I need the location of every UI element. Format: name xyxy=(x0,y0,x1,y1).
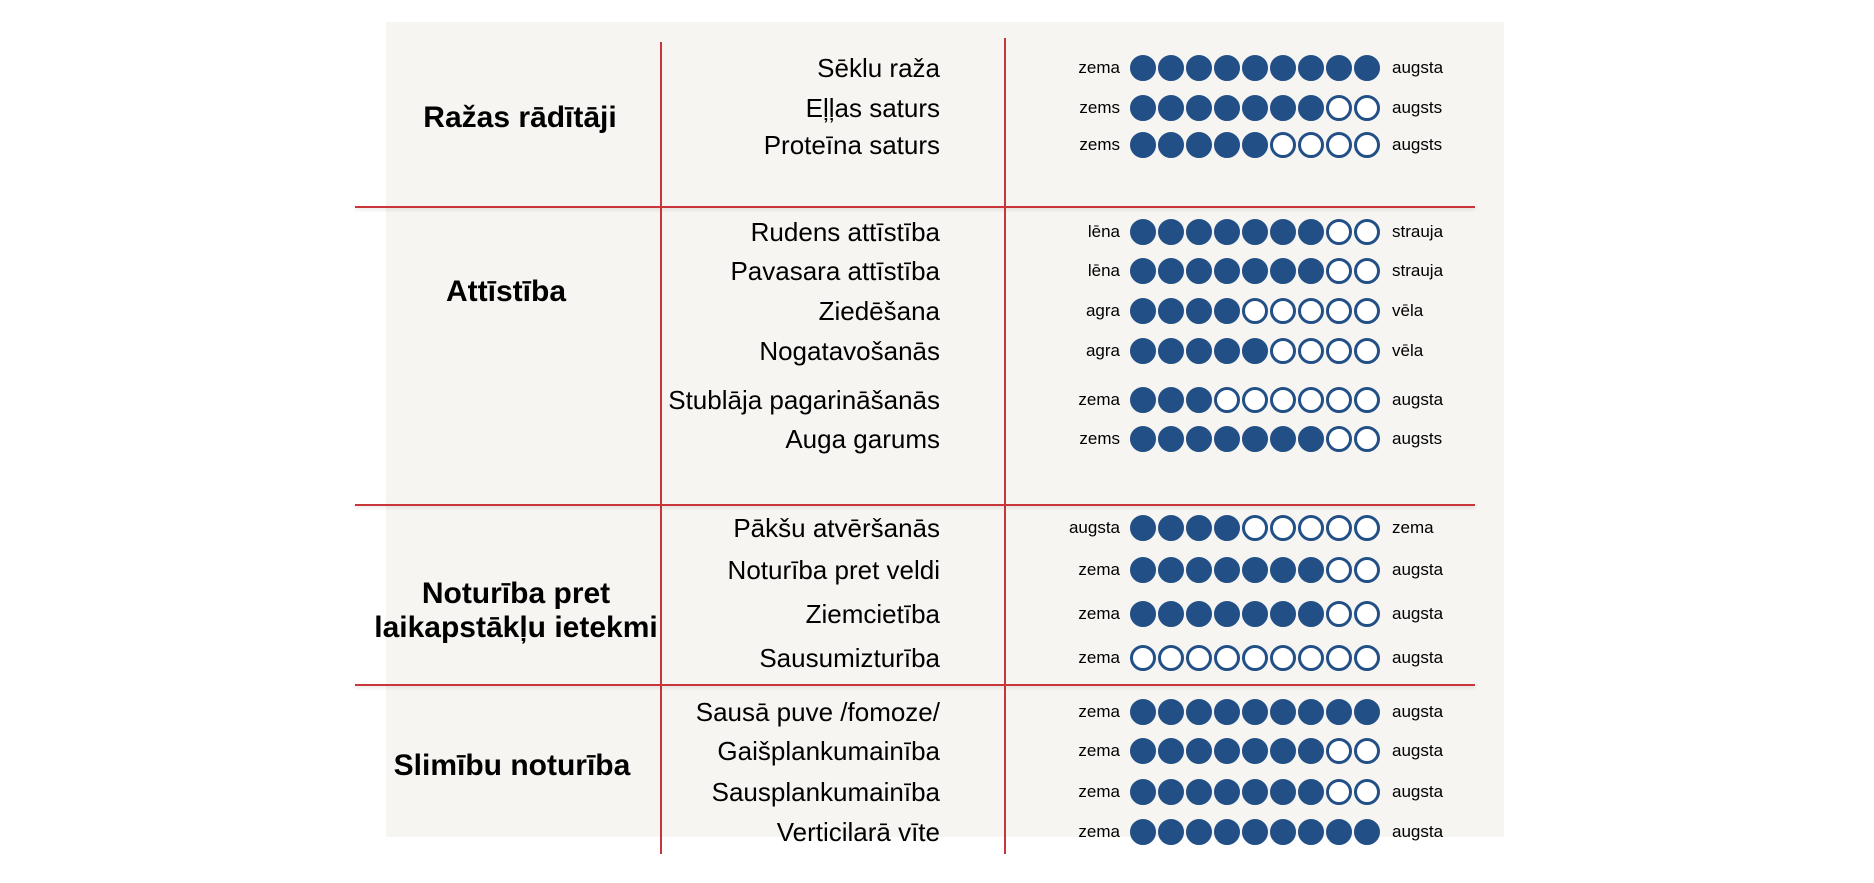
scale-high-label: augsts xyxy=(1392,135,1443,154)
scale-high-label: strauja xyxy=(1392,261,1444,280)
filled-dot xyxy=(1242,258,1268,284)
scale-low-label: lēna xyxy=(1087,261,1120,280)
rating-dots xyxy=(1130,819,1380,845)
category-label-weather-resistance: Noturība pret laikapstākļu ietekmi xyxy=(374,577,658,644)
empty-dot xyxy=(1242,298,1268,324)
filled-dot xyxy=(1214,738,1240,764)
trait-name: Gaišplankumainība xyxy=(717,736,940,766)
empty-dot xyxy=(1354,298,1380,324)
filled-dot xyxy=(1298,819,1324,845)
rating-dots xyxy=(1130,338,1380,364)
trait-row xyxy=(0,419,1874,459)
filled-dot xyxy=(1186,132,1212,158)
filled-dot xyxy=(1270,55,1296,81)
filled-dot xyxy=(1158,779,1184,805)
empty-dot xyxy=(1326,645,1352,671)
filled-dot xyxy=(1130,298,1156,324)
scale-high-label: augsta xyxy=(1392,702,1444,721)
filled-dot xyxy=(1158,219,1184,245)
empty-dot xyxy=(1326,515,1352,541)
rating-dots xyxy=(1130,515,1380,541)
trait-name: Noturība pret veldi xyxy=(727,555,940,585)
scale-low-label: zems xyxy=(1079,135,1120,154)
empty-dot xyxy=(1354,645,1380,671)
filled-dot xyxy=(1326,55,1352,81)
empty-dot xyxy=(1326,95,1352,121)
filled-dot xyxy=(1242,699,1268,725)
scale-high-label: augsta xyxy=(1392,58,1444,77)
filled-dot xyxy=(1270,819,1296,845)
trait-row xyxy=(0,812,1874,852)
filled-dot xyxy=(1186,515,1212,541)
filled-dot xyxy=(1158,515,1184,541)
empty-dot xyxy=(1270,645,1296,671)
filled-dot xyxy=(1130,95,1156,121)
rating-dots xyxy=(1130,298,1380,324)
scale-high-label: vēla xyxy=(1392,301,1424,320)
scale-low-label: zema xyxy=(1078,702,1120,721)
filled-dot xyxy=(1298,55,1324,81)
filled-dot xyxy=(1270,779,1296,805)
filled-dot xyxy=(1130,738,1156,764)
scale-high-label: strauja xyxy=(1392,222,1444,241)
rating-dots xyxy=(1130,95,1380,121)
filled-dot xyxy=(1186,95,1212,121)
empty-dot xyxy=(1214,645,1240,671)
empty-dot xyxy=(1326,601,1352,627)
scale-high-label: augsts xyxy=(1392,429,1443,448)
scale-low-label: agra xyxy=(1085,301,1120,320)
filled-dot xyxy=(1158,387,1184,413)
filled-dot xyxy=(1270,95,1296,121)
empty-dot xyxy=(1326,258,1352,284)
filled-dot xyxy=(1214,132,1240,158)
filled-dot xyxy=(1186,55,1212,81)
scale-high-label: augsta xyxy=(1392,604,1444,623)
filled-dot xyxy=(1186,258,1212,284)
filled-dot xyxy=(1186,557,1212,583)
empty-dot xyxy=(1326,132,1352,158)
filled-dot xyxy=(1130,515,1156,541)
scale-high-label: augsta xyxy=(1392,741,1444,760)
empty-dot xyxy=(1326,387,1352,413)
filled-dot xyxy=(1298,779,1324,805)
filled-dot xyxy=(1242,55,1268,81)
empty-dot xyxy=(1298,132,1324,158)
filled-dot xyxy=(1158,258,1184,284)
filled-dot xyxy=(1158,95,1184,121)
scale-low-label: zema xyxy=(1078,648,1120,667)
empty-dot xyxy=(1298,298,1324,324)
filled-dot xyxy=(1186,699,1212,725)
scale-low-label: zema xyxy=(1078,58,1120,77)
filled-dot xyxy=(1242,601,1268,627)
filled-dot xyxy=(1242,819,1268,845)
filled-dot xyxy=(1130,601,1156,627)
scale-low-label: zema xyxy=(1078,741,1120,760)
scale-low-label: zema xyxy=(1078,782,1120,801)
filled-dot xyxy=(1214,426,1240,452)
empty-dot xyxy=(1242,387,1268,413)
scale-high-label: augsts xyxy=(1392,98,1443,117)
scale-low-label: zema xyxy=(1078,604,1120,623)
empty-dot xyxy=(1158,645,1184,671)
empty-dot xyxy=(1298,338,1324,364)
empty-dot xyxy=(1326,298,1352,324)
filled-dot xyxy=(1186,601,1212,627)
empty-dot xyxy=(1326,338,1352,364)
filled-dot xyxy=(1242,132,1268,158)
filled-dot xyxy=(1158,338,1184,364)
empty-dot xyxy=(1270,515,1296,541)
scale-high-label: zema xyxy=(1392,518,1434,537)
scale-high-label: augsta xyxy=(1392,390,1444,409)
trait-row xyxy=(0,88,1874,128)
filled-dot xyxy=(1354,55,1380,81)
scale-high-label: vēla xyxy=(1392,341,1424,360)
rating-dots xyxy=(1130,738,1380,764)
trait-row xyxy=(0,638,1874,678)
filled-dot xyxy=(1326,819,1352,845)
filled-dot xyxy=(1158,426,1184,452)
category-label-development: Attīstība xyxy=(446,275,566,308)
empty-dot xyxy=(1354,258,1380,284)
empty-dot xyxy=(1354,338,1380,364)
filled-dot xyxy=(1298,258,1324,284)
empty-dot xyxy=(1354,387,1380,413)
filled-dot xyxy=(1130,819,1156,845)
trait-name: Ziedēšana xyxy=(818,296,940,326)
filled-dot xyxy=(1186,298,1212,324)
filled-dot xyxy=(1186,387,1212,413)
trait-name: Auga garums xyxy=(785,424,940,454)
trait-row xyxy=(0,48,1874,88)
filled-dot xyxy=(1214,298,1240,324)
rating-dots xyxy=(1130,387,1380,413)
trait-name: Nogatavošanās xyxy=(759,336,940,366)
trait-row xyxy=(0,125,1874,165)
trait-name: Proteīna saturs xyxy=(763,130,940,160)
filled-dot xyxy=(1214,601,1240,627)
filled-dot xyxy=(1158,132,1184,158)
empty-dot xyxy=(1326,738,1352,764)
filled-dot xyxy=(1270,738,1296,764)
filled-dot xyxy=(1242,338,1268,364)
filled-dot xyxy=(1270,699,1296,725)
filled-dot xyxy=(1130,338,1156,364)
trait-row xyxy=(0,212,1874,252)
filled-dot xyxy=(1158,557,1184,583)
filled-dot xyxy=(1298,426,1324,452)
filled-dot xyxy=(1298,699,1324,725)
empty-dot xyxy=(1270,298,1296,324)
filled-dot xyxy=(1214,515,1240,541)
filled-dot xyxy=(1242,779,1268,805)
filled-dot xyxy=(1130,55,1156,81)
filled-dot xyxy=(1186,738,1212,764)
filled-dot xyxy=(1214,95,1240,121)
trait-row xyxy=(0,508,1874,548)
rating-dots xyxy=(1130,601,1380,627)
filled-dot xyxy=(1214,219,1240,245)
filled-dot xyxy=(1186,779,1212,805)
empty-dot xyxy=(1270,387,1296,413)
trait-row xyxy=(0,550,1874,590)
category-label-yield: Ražas rādītāji xyxy=(423,101,617,134)
filled-dot xyxy=(1214,557,1240,583)
rating-dots xyxy=(1130,132,1380,158)
filled-dot xyxy=(1298,95,1324,121)
rating-dots xyxy=(1130,219,1380,245)
scale-low-label: zema xyxy=(1078,390,1120,409)
filled-dot xyxy=(1186,426,1212,452)
horizontal-divider-3 xyxy=(355,684,1475,686)
filled-dot xyxy=(1158,819,1184,845)
empty-dot xyxy=(1326,779,1352,805)
empty-dot xyxy=(1270,132,1296,158)
filled-dot xyxy=(1158,699,1184,725)
filled-dot xyxy=(1298,557,1324,583)
rating-dots xyxy=(1130,699,1380,725)
rating-dots xyxy=(1130,645,1380,671)
filled-dot xyxy=(1186,819,1212,845)
trait-name: Verticilarā vīte xyxy=(776,817,940,847)
filled-dot xyxy=(1158,738,1184,764)
filled-dot xyxy=(1130,258,1156,284)
trait-row xyxy=(0,291,1874,331)
filled-dot xyxy=(1214,258,1240,284)
empty-dot xyxy=(1354,426,1380,452)
filled-dot xyxy=(1298,601,1324,627)
filled-dot xyxy=(1158,55,1184,81)
trait-name: Rudens attīstība xyxy=(750,217,940,247)
filled-dot xyxy=(1158,298,1184,324)
horizontal-divider-2 xyxy=(355,504,1475,506)
empty-dot xyxy=(1270,338,1296,364)
filled-dot xyxy=(1242,426,1268,452)
filled-dot xyxy=(1214,779,1240,805)
filled-dot xyxy=(1130,779,1156,805)
scale-high-label: augsta xyxy=(1392,648,1444,667)
filled-dot xyxy=(1130,387,1156,413)
empty-dot xyxy=(1298,387,1324,413)
scale-high-label: augsta xyxy=(1392,560,1444,579)
trait-name: Eļļas saturs xyxy=(805,93,940,123)
filled-dot xyxy=(1214,338,1240,364)
trait-row xyxy=(0,331,1874,371)
trait-name: Sausplankumainība xyxy=(711,777,940,807)
filled-dot xyxy=(1270,258,1296,284)
empty-dot xyxy=(1354,219,1380,245)
empty-dot xyxy=(1354,132,1380,158)
empty-dot xyxy=(1354,601,1380,627)
trait-name: Sausā puve /fomoze/ xyxy=(695,697,940,727)
filled-dot xyxy=(1214,699,1240,725)
filled-dot xyxy=(1130,557,1156,583)
rating-dots xyxy=(1130,55,1380,81)
filled-dot xyxy=(1354,819,1380,845)
empty-dot xyxy=(1298,645,1324,671)
rating-dots xyxy=(1130,779,1380,805)
rating-dots xyxy=(1130,557,1380,583)
category-label-disease-resistance: Slimību noturība xyxy=(393,749,631,782)
trait-row xyxy=(0,731,1874,771)
scale-high-label: augsta xyxy=(1392,822,1444,841)
trait-row xyxy=(0,772,1874,812)
filled-dot xyxy=(1214,819,1240,845)
filled-dot xyxy=(1130,132,1156,158)
filled-dot xyxy=(1354,699,1380,725)
trait-name: Ziemcietība xyxy=(805,599,940,629)
empty-dot xyxy=(1130,645,1156,671)
filled-dot xyxy=(1130,219,1156,245)
filled-dot xyxy=(1214,55,1240,81)
trait-name: Sēklu raža xyxy=(817,53,940,83)
filled-dot xyxy=(1158,601,1184,627)
trait-row xyxy=(0,594,1874,634)
scale-high-label: augsta xyxy=(1392,782,1444,801)
scale-low-label: lēna xyxy=(1087,222,1120,241)
filled-dot xyxy=(1270,426,1296,452)
empty-dot xyxy=(1354,515,1380,541)
trait-name: Sausumizturība xyxy=(759,643,940,673)
empty-dot xyxy=(1242,645,1268,671)
filled-dot xyxy=(1242,95,1268,121)
filled-dot xyxy=(1298,738,1324,764)
empty-dot xyxy=(1326,426,1352,452)
empty-dot xyxy=(1354,779,1380,805)
rating-dots xyxy=(1130,258,1380,284)
empty-dot xyxy=(1214,387,1240,413)
trait-name: Stublāja pagarināšanās xyxy=(668,385,940,415)
filled-dot xyxy=(1242,219,1268,245)
filled-dot xyxy=(1270,557,1296,583)
scale-low-label: zema xyxy=(1078,560,1120,579)
filled-dot xyxy=(1186,219,1212,245)
trait-row xyxy=(0,251,1874,291)
empty-dot xyxy=(1354,95,1380,121)
filled-dot xyxy=(1186,338,1212,364)
horizontal-divider-1 xyxy=(355,206,1475,208)
empty-dot xyxy=(1326,219,1352,245)
scale-low-label: augsta xyxy=(1068,518,1120,537)
scale-low-label: zems xyxy=(1079,429,1120,448)
filled-dot xyxy=(1298,219,1324,245)
trait-name: Pavasara attīstība xyxy=(730,256,940,286)
filled-dot xyxy=(1130,699,1156,725)
trait-row xyxy=(0,692,1874,732)
filled-dot xyxy=(1270,219,1296,245)
scale-low-label: agra xyxy=(1085,341,1120,360)
scale-low-label: zems xyxy=(1079,98,1120,117)
empty-dot xyxy=(1242,515,1268,541)
filled-dot xyxy=(1242,557,1268,583)
empty-dot xyxy=(1354,738,1380,764)
trait-name: Pākšu atvēršanās xyxy=(733,513,940,543)
trait-row xyxy=(0,380,1874,420)
rating-dots xyxy=(1130,426,1380,452)
filled-dot xyxy=(1130,426,1156,452)
filled-dot xyxy=(1326,699,1352,725)
empty-dot xyxy=(1186,645,1212,671)
filled-dot xyxy=(1242,738,1268,764)
empty-dot xyxy=(1298,515,1324,541)
filled-dot xyxy=(1270,601,1296,627)
empty-dot xyxy=(1326,557,1352,583)
empty-dot xyxy=(1354,557,1380,583)
scale-low-label: zema xyxy=(1078,822,1120,841)
